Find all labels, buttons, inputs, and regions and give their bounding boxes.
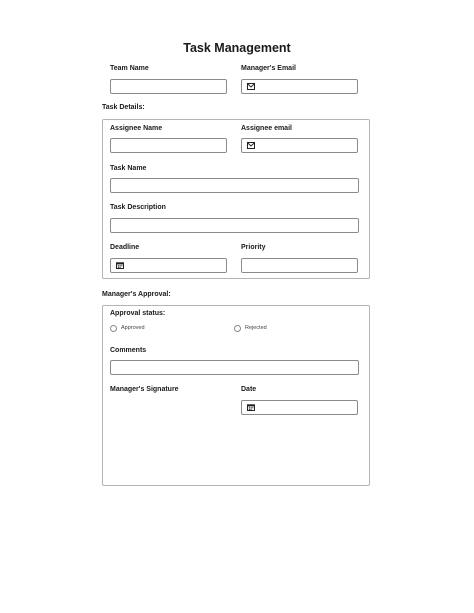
assignee-email-label: Assignee email — [241, 125, 292, 132]
team-name-input[interactable] — [110, 79, 227, 94]
manager-email-label: Manager's Email — [241, 65, 296, 72]
approval-status-label: Approval status: — [110, 310, 166, 317]
priority-label: Priority — [241, 244, 266, 251]
comments-input[interactable] — [110, 360, 359, 375]
calendar-icon — [247, 404, 255, 411]
calendar-icon — [116, 262, 124, 269]
assignee-name-label: Assignee Name — [110, 125, 163, 132]
approved-radio[interactable] — [110, 325, 117, 332]
deadline-input[interactable] — [110, 258, 227, 273]
task-description-input[interactable] — [110, 218, 359, 233]
priority-input[interactable] — [241, 258, 358, 273]
team-name-label: Team Name — [110, 65, 149, 72]
date-label: Date — [241, 386, 257, 393]
manager-email-input[interactable] — [241, 79, 358, 94]
approval-section — [102, 305, 370, 486]
task-description-label: Task Description — [110, 204, 166, 211]
task-name-input[interactable] — [110, 178, 359, 193]
date-input[interactable] — [241, 400, 358, 415]
assignee-email-input[interactable] — [241, 138, 358, 153]
approved-option-label: Approved — [121, 325, 145, 331]
task-details-heading: Task Details: — [102, 104, 145, 111]
assignee-name-input[interactable] — [110, 138, 227, 153]
task-name-label: Task Name — [110, 165, 147, 172]
rejected-option-label: Rejected — [245, 325, 267, 331]
deadline-label: Deadline — [110, 244, 140, 251]
comments-label: Comments — [110, 347, 147, 354]
form-title: Task Management — [183, 41, 291, 55]
envelope-icon — [247, 142, 255, 149]
rejected-radio[interactable] — [234, 325, 241, 332]
envelope-icon — [247, 83, 255, 90]
signature-label: Manager's Signature — [110, 386, 179, 393]
approval-heading: Manager's Approval: — [102, 291, 171, 298]
